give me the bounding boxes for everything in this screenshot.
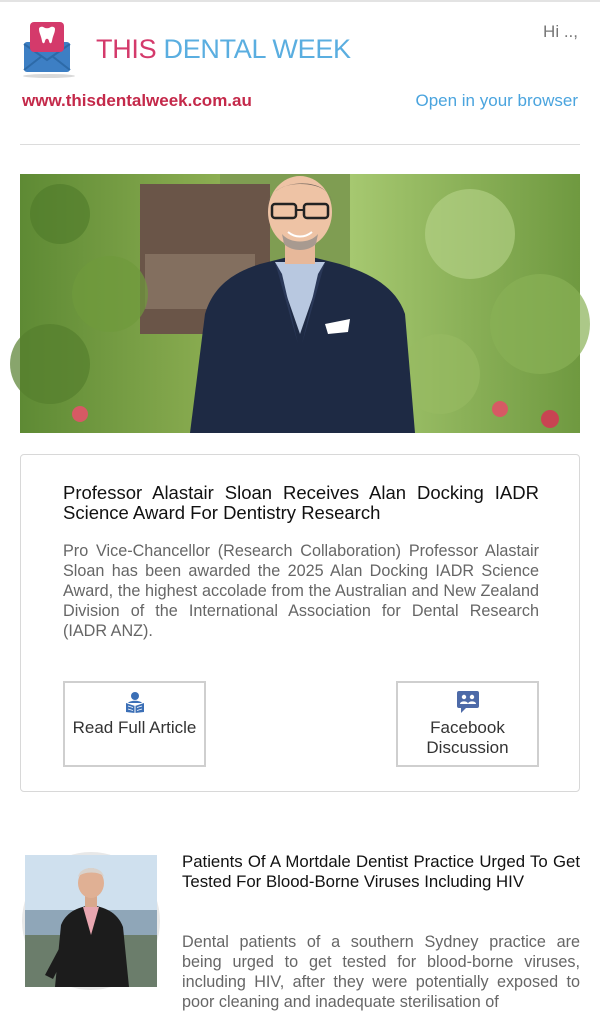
header-divider bbox=[20, 144, 580, 145]
envelope-tooth-icon bbox=[22, 20, 80, 78]
logo-text bbox=[96, 34, 351, 65]
story-title[interactable]: Patients Of A Mortdale Dentist Practice Urged To Get Tested For Blood-Borne Viruses Including HIV bbox=[182, 852, 580, 891]
chat-group-icon bbox=[457, 691, 479, 713]
top-rule bbox=[0, 0, 600, 2]
story-body: Dental patients of a southern Sydney practice are being urged to get tested for blood-borne viruses, including HIV, after they were potentially exposed to poor cleaning and inadequate sterilisation of bbox=[182, 933, 580, 1011]
logo[interactable] bbox=[22, 20, 351, 80]
read-full-article-label: Read Full Article bbox=[72, 718, 197, 737]
feature-title[interactable]: Professor Alastair Sloan Receives Alan Docking IADR Science Award For Dentistry Research bbox=[63, 482, 539, 523]
feature-card bbox=[20, 454, 580, 792]
read-full-article-button[interactable] bbox=[63, 681, 206, 767]
logo-text-this: THIS bbox=[96, 34, 164, 64]
greeting: Hi .., bbox=[543, 22, 578, 41]
logo-text-dental-week: DENTAL WEEK bbox=[163, 34, 351, 64]
avatar-photo bbox=[25, 855, 157, 987]
open-in-browser-link[interactable]: Open in your browser bbox=[415, 91, 578, 110]
facebook-discussion-button[interactable] bbox=[396, 681, 539, 767]
reader-icon bbox=[124, 691, 146, 713]
feature-body: Pro Vice-Chancellor (Research Collaboration) Professor Alastair Sloan has been awarded the 2025 Alan Docking IADR Science Award, the highest accolade from the Australian and New Zealand Division of the International Association for Dental Research (IADR ANZ). bbox=[63, 542, 539, 640]
story-avatar[interactable] bbox=[22, 852, 160, 990]
hero-photo bbox=[20, 174, 580, 433]
facebook-discussion-label: Facebook Discussion bbox=[426, 718, 509, 757]
hero-image[interactable] bbox=[20, 174, 580, 433]
site-url-link[interactable]: www.thisdentalweek.com.au bbox=[22, 91, 252, 110]
